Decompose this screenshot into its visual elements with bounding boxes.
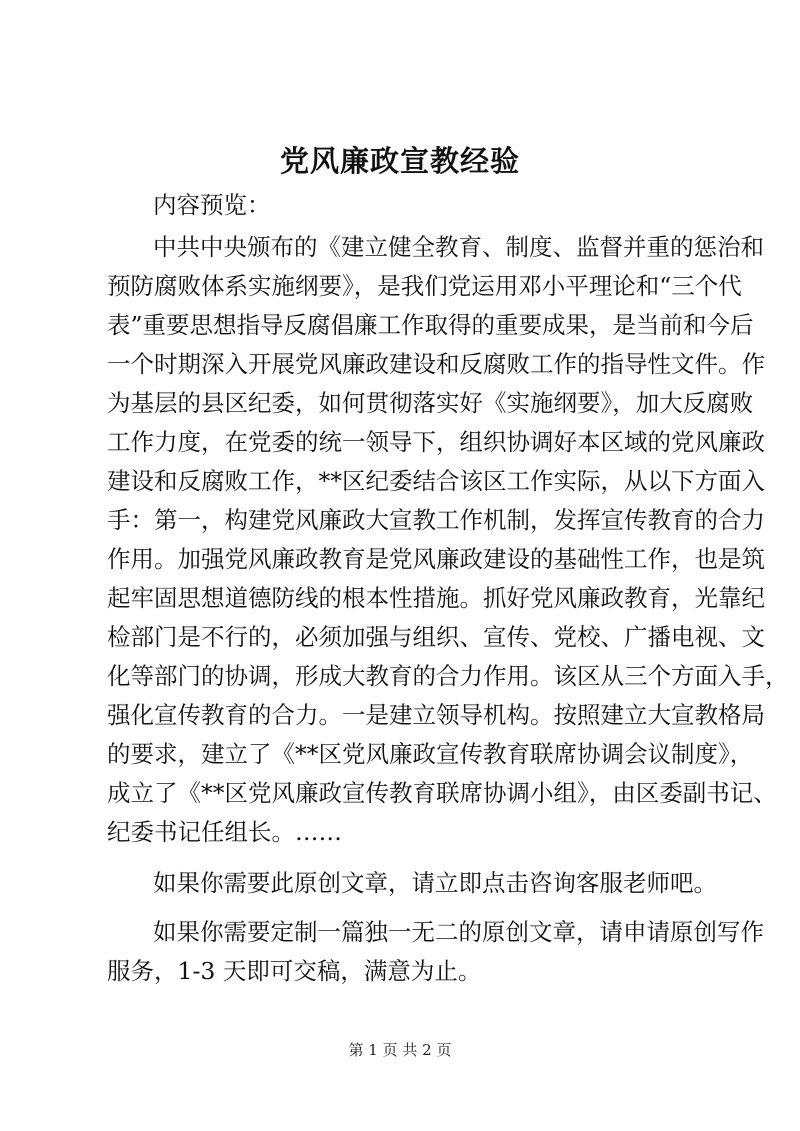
body-line: 表”重要思想指导反腐倡廉工作取得的重要成果，是当前和今后 <box>107 311 754 339</box>
body-line: 手：第一，构建党风廉政大宣教工作机制，发挥宣传教育的合力 <box>107 506 765 534</box>
body-line: 检部门是不行的，必须加强与组织、宣传、党校、广播电视、文 <box>107 623 765 651</box>
body-line: 的要求，建立了《**区党风廉政宣传教育联席协调会议制度》， <box>107 740 754 768</box>
body-line: 化等部门的协调，形成大教育的合力作用。该区从三个方面入手， <box>107 662 789 690</box>
body-line: 成立了《**区党风廉政宣传教育联席协调小组》，由区委副书记、 <box>107 779 777 807</box>
body-line: 强化宣传教育的合力。一是建立领导机构。按照建立大宣教格局 <box>107 701 765 729</box>
page-footer: 第 1 页 共 2 页 <box>348 1041 452 1059</box>
body-line: 工作力度，在党委的统一领导下，组织协调好本区域的党风廉政 <box>107 428 765 456</box>
promo-line: 如果你需要定制一篇独一无二的原创文章，请申请原创写作 <box>153 918 764 946</box>
body-line: 一个时期深入开展党风廉政建设和反腐败工作的指导性文件。作 <box>107 350 765 378</box>
promo-line: 服务，1-3 天即可交稿，满意为止。 <box>107 957 482 985</box>
preview-label: 内容预览： <box>153 191 271 219</box>
body-line: 作用。加强党风廉政教育是党风廉政建设的基础性工作，也是筑 <box>107 545 765 573</box>
body-line: 起牢固思想道德防线的根本性措施。抓好党风廉政教育，光靠纪 <box>107 584 765 612</box>
promo-line: 如果你需要此原创文章，请立即点击咨询客服老师吧。 <box>153 869 717 897</box>
body-line: 为基层的县区纪委，如何贯彻落实好《实施纲要》，加大反腐败 <box>107 389 754 417</box>
body-line: 纪委书记任组长。…… <box>107 818 342 846</box>
page-title: 党风廉政宣教经验 <box>279 144 520 178</box>
body-line: 中共中央颁布的《建立健全教育、制度、监督并重的惩治和 <box>153 233 764 261</box>
body-line: 预防腐败体系实施纲要》，是我们党运用邓小平理论和“三个代 <box>107 272 742 300</box>
body-line: 建设和反腐败工作，**区纪委结合该区工作实际，从以下方面入 <box>107 467 765 495</box>
